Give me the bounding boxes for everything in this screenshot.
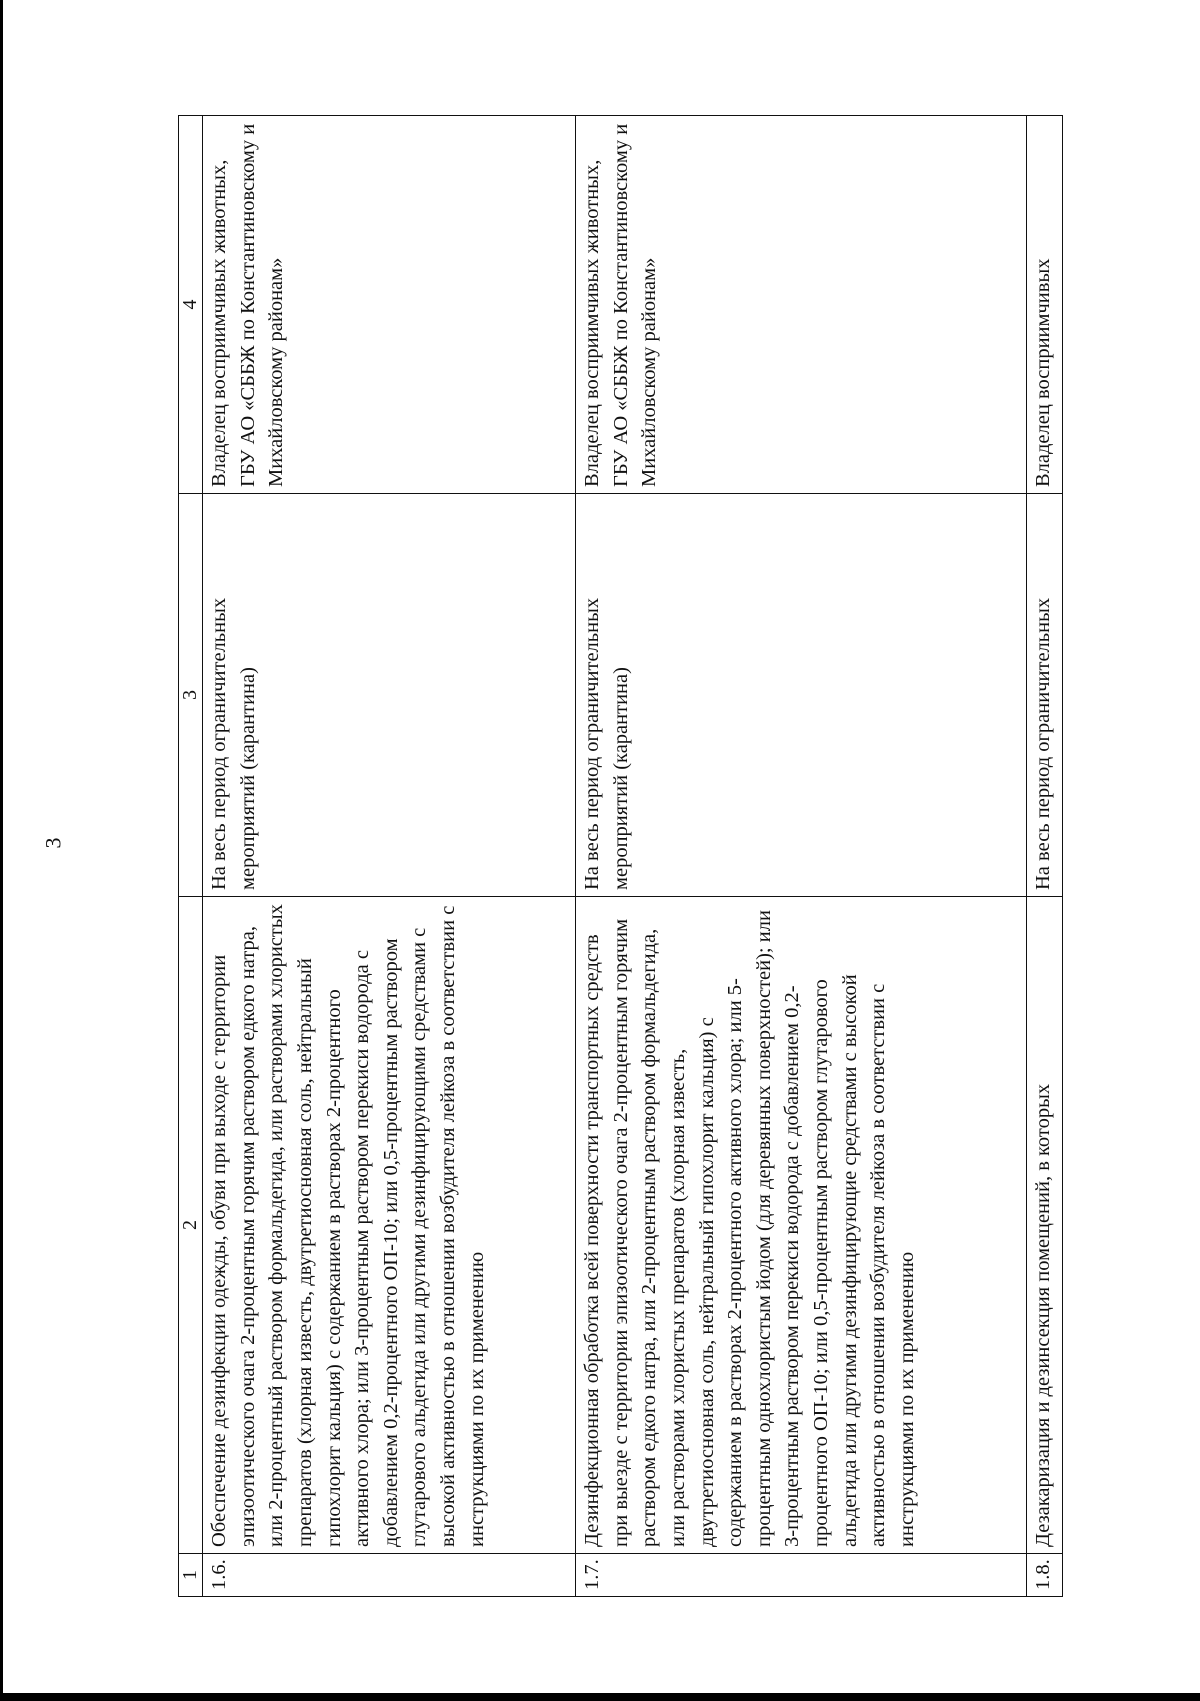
table-row	[576, 116, 1027, 1597]
row-number: 1.7.	[576, 1554, 1027, 1597]
row-number: 1.8.	[1027, 1554, 1063, 1597]
table-row	[203, 116, 576, 1597]
row-measure: Дезинфекционная обработка всей поверхности транспортных средств при выезде с территории эпизоотического очага 2-процентным горячим раствором едкого натра, или 2-процентным раствором формальдегида, или растворами хлористых препаратов (хлорная известь, двутретиосновная соль, нейтральный гипохлорит кальция) с содержанием в растворах 2-процентного активного хлора; или 5-процентным однохлористым йодом (для деревянных поверхностей); или 3-процентным раствором перекиси водорода с добавлением 0,2-процентного ОП-10; или 0,5-процентным раствором глутарового альдегида или другими дезинфицирующие средствами с высокой активностью в отношении возбудителя лейкоза в соответствии с инструкциями по их применению	[576, 897, 1027, 1554]
table-row	[1027, 116, 1063, 1597]
header-col-1: 1	[179, 1554, 203, 1597]
table-header-row	[179, 116, 203, 1597]
header-col-3: 3	[179, 494, 203, 897]
row-term: На весь период ограничительных мероприятий (карантина)	[576, 494, 1027, 897]
row-responsible: Владелец восприимчивых животных, ГБУ АО «СББЖ по Константиновскому и Михайловскому районам»	[203, 116, 576, 494]
row-responsible: Владелец восприимчивых животных, ГБУ АО «СББЖ по Константиновскому и Михайловскому районам»	[576, 116, 1027, 494]
row-measure: Дезакаризация и дезинсекция помещений, в которых	[1027, 897, 1063, 1554]
scan-edge-left	[0, 0, 3, 1701]
rotated-table-wrapper	[178, 115, 1063, 1597]
page-number: 3	[40, 837, 66, 849]
row-number: 1.6.	[203, 1554, 576, 1597]
row-term: На весь период ограничительных	[1027, 494, 1063, 897]
row-responsible: Владелец восприимчивых	[1027, 116, 1063, 494]
header-col-2: 2	[179, 897, 203, 1554]
scan-edge-bottom	[0, 1693, 1200, 1701]
header-col-4: 4	[179, 116, 203, 494]
row-measure: Обеспечение дезинфекции одежды, обуви при выходе с территории эпизоотического очага 2-процентным горячим раствором едкого натра, или 2-процентный раствором формальдегида, или растворами хлористых препаратов (хлорная известь, двутретиосновная соль, нейтральный гипохлорит кальция) с содержанием в растворах 2-процентного активного хлора; или 3-процентным раствором перекиси водорода с добавлением 0,2-процентного ОП-10; или 0,5-процентным раствором глутарового альдегида или другими дезинфицирующими средствами с высокой активностью в отношении возбудителя лейкоза в соответствии с инструкциями по их применению	[203, 897, 576, 1554]
row-term: На весь период ограничительных мероприятий (карантина)	[203, 494, 576, 897]
measures-table	[178, 115, 1063, 1597]
